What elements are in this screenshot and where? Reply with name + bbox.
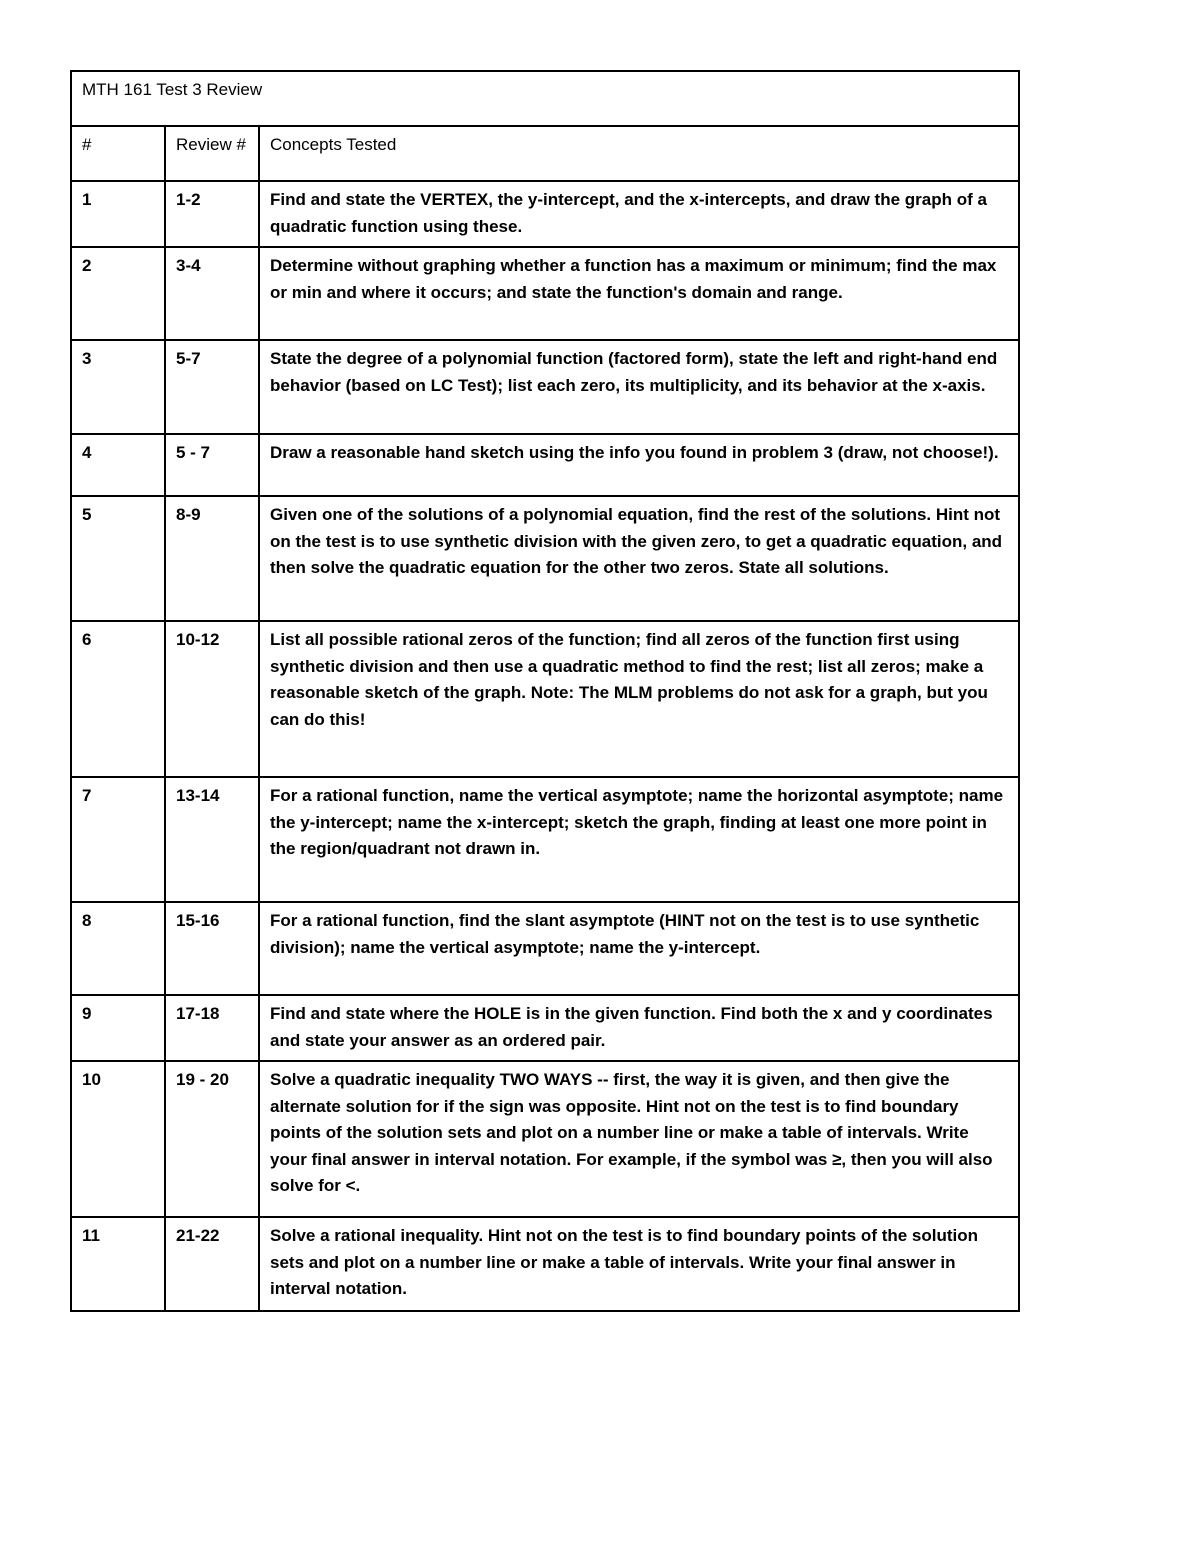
row-number: 9 — [71, 995, 165, 1061]
header-row — [71, 126, 1019, 181]
table-row — [71, 434, 1019, 496]
row-concepts: Solve a quadratic inequality TWO WAYS -- first, the way it is given, and then give the alternate solution for if the sign was opposite. Hint not on the test is to find boundary points of the solution sets and plot on a number line or make a table of intervals. Write your final answer in interval notation. For example, if the symbol was ≥, then you will also solve for <. — [259, 1061, 1019, 1217]
title-row — [71, 71, 1019, 126]
header-concepts: Concepts Tested — [259, 126, 1019, 181]
row-concepts: List all possible rational zeros of the function; find all zeros of the function first using synthetic division and then use a quadratic method to find the rest; list all zeros; make a reasonable sketch of the graph. Note: The MLM problems do not ask for a graph, but you can do this! — [259, 621, 1019, 777]
row-review: 19 - 20 — [165, 1061, 259, 1217]
table-row — [71, 995, 1019, 1061]
row-concepts: For a rational function, find the slant asymptote (HINT not on the test is to use synthetic division); name the vertical asymptote; name the y-intercept. — [259, 902, 1019, 995]
row-concepts: Find and state where the HOLE is in the given function. Find both the x and y coordinates and state your answer as an ordered pair. — [259, 995, 1019, 1061]
row-number: 11 — [71, 1217, 165, 1311]
table-row — [71, 181, 1019, 247]
table-row — [71, 621, 1019, 777]
row-review: 3-4 — [165, 247, 259, 340]
row-number: 10 — [71, 1061, 165, 1217]
row-review: 1-2 — [165, 181, 259, 247]
row-number: 8 — [71, 902, 165, 995]
row-review: 8-9 — [165, 496, 259, 621]
table-row — [71, 1217, 1019, 1311]
row-concepts: Determine without graphing whether a function has a maximum or minimum; find the max or min and where it occurs; and state the function's domain and range. — [259, 247, 1019, 340]
table-row — [71, 247, 1019, 340]
row-review: 13-14 — [165, 777, 259, 902]
row-number: 1 — [71, 181, 165, 247]
table-row — [71, 340, 1019, 434]
header-number: # — [71, 126, 165, 181]
row-number: 4 — [71, 434, 165, 496]
row-number: 7 — [71, 777, 165, 902]
table-row — [71, 1061, 1019, 1217]
row-concepts: Given one of the solutions of a polynomial equation, find the rest of the solutions. Hint not on the test is to use synthetic division with the given zero, to get a quadratic equation, and then solve the quadratic equation for the other two zeros. State all solutions. — [259, 496, 1019, 621]
table-row — [71, 496, 1019, 621]
row-concepts: Find and state the VERTEX, the y-intercept, and the x-intercepts, and draw the graph of a quadratic function using these. — [259, 181, 1019, 247]
row-concepts: For a rational function, name the vertical asymptote; name the horizontal asymptote; name the y-intercept; name the x-intercept; sketch the graph, finding at least one more point in the region/quadrant not drawn in. — [259, 777, 1019, 902]
row-review: 15-16 — [165, 902, 259, 995]
row-concepts: Draw a reasonable hand sketch using the info you found in problem 3 (draw, not choose!). — [259, 434, 1019, 496]
row-review: 21-22 — [165, 1217, 259, 1311]
page-title: MTH 161 Test 3 Review — [71, 71, 1019, 126]
row-number: 6 — [71, 621, 165, 777]
row-review: 5 - 7 — [165, 434, 259, 496]
header-review: Review # — [165, 126, 259, 181]
review-table — [70, 70, 1020, 1312]
table-row — [71, 902, 1019, 995]
row-concepts: State the degree of a polynomial function (factored form), state the left and right-hand end behavior (based on LC Test); list each zero, its multiplicity, and its behavior at the x-axis. — [259, 340, 1019, 434]
row-review: 10-12 — [165, 621, 259, 777]
row-review: 17-18 — [165, 995, 259, 1061]
row-review: 5-7 — [165, 340, 259, 434]
table-row — [71, 777, 1019, 902]
row-number: 3 — [71, 340, 165, 434]
row-number: 2 — [71, 247, 165, 340]
row-concepts: Solve a rational inequality. Hint not on the test is to find boundary points of the solution sets and plot on a number line or make a table of intervals. Write your final answer in interval notation. — [259, 1217, 1019, 1311]
row-number: 5 — [71, 496, 165, 621]
